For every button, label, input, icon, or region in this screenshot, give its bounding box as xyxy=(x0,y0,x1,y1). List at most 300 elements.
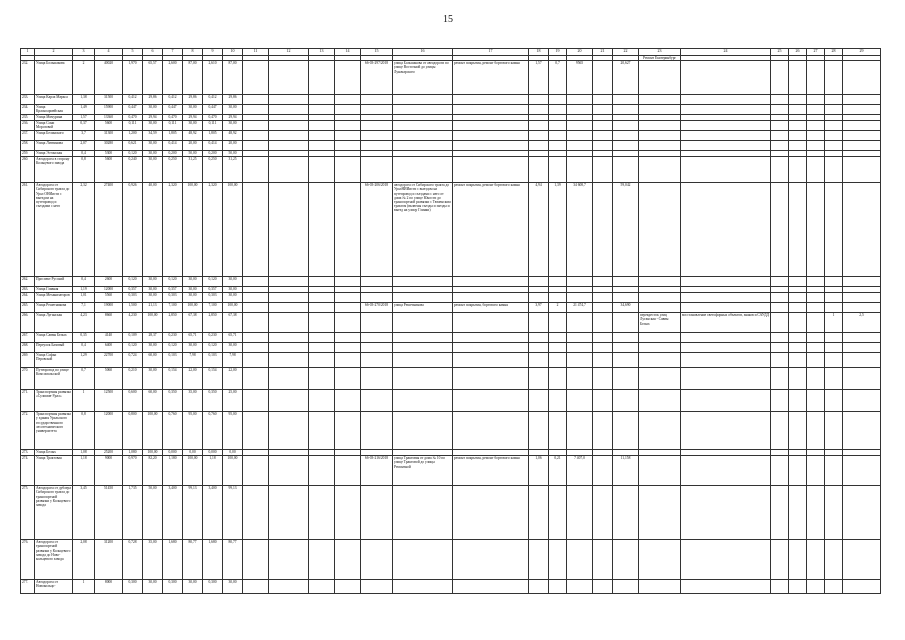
table-cell: 31,25 xyxy=(223,157,243,183)
table-cell xyxy=(789,183,807,277)
table-cell: 22,00 xyxy=(183,368,203,390)
column-number-29: 29 xyxy=(843,49,881,56)
table-cell: 100,00 xyxy=(183,456,203,486)
table-cell xyxy=(681,390,771,412)
table-row xyxy=(21,540,881,580)
table-cell xyxy=(593,343,613,353)
table-cell xyxy=(613,368,639,390)
table-cell xyxy=(309,333,335,343)
table-cell xyxy=(771,121,789,131)
road-name: Путепровод по улице Комсомольской xyxy=(35,368,73,390)
table-cell xyxy=(453,131,529,141)
table-cell: 30,00 xyxy=(183,287,203,293)
table-cell: 2,32 xyxy=(73,183,95,277)
table-cell: 80,77 xyxy=(183,540,203,580)
table-cell xyxy=(843,390,881,412)
table-cell xyxy=(269,412,309,450)
table-cell: 50,00 xyxy=(143,486,163,540)
table-cell xyxy=(613,313,639,333)
table-cell xyxy=(361,121,393,131)
table-cell: 99,13 xyxy=(183,486,203,540)
table-cell xyxy=(807,353,825,368)
road-name: Автодорога от транспортной развязки у Кольцевого завода до Ново-кольцевого завода xyxy=(35,540,73,580)
table-cell xyxy=(789,540,807,580)
table-cell: 35,00 xyxy=(143,540,163,580)
table-cell xyxy=(843,131,881,141)
road-name: Транспортная развязка у здания Уральского государственного лесотехнического университета xyxy=(35,412,73,450)
table-cell: 0,412 xyxy=(163,95,183,105)
table-cell: 0,111 xyxy=(163,121,183,131)
table-cell xyxy=(453,313,529,333)
table-cell xyxy=(843,105,881,115)
table-cell xyxy=(269,293,309,303)
table-cell: 2,610 xyxy=(203,61,223,95)
table-cell xyxy=(593,293,613,303)
table-cell: 0,970 xyxy=(123,456,143,486)
table-cell xyxy=(361,157,393,183)
table-cell xyxy=(593,353,613,368)
column-number-23: 23 xyxy=(639,49,681,56)
table-cell: 0,8 xyxy=(73,412,95,450)
table-cell: 95,00 xyxy=(183,412,203,450)
table-cell xyxy=(771,486,789,540)
table-cell xyxy=(361,390,393,412)
table-cell: 29,86 xyxy=(223,95,243,105)
table-cell xyxy=(335,183,361,277)
table-cell xyxy=(567,313,593,333)
table-cell xyxy=(361,95,393,105)
column-number-26: 26 xyxy=(789,49,807,56)
table-cell: 0,621 xyxy=(123,141,143,151)
table-cell: 100,00 xyxy=(143,412,163,450)
table-cell xyxy=(789,412,807,450)
row-number: 261. xyxy=(21,183,35,277)
table-cell: 2,07 xyxy=(73,141,95,151)
table-cell xyxy=(269,540,309,580)
table-cell xyxy=(393,368,453,390)
table-cell xyxy=(807,277,825,287)
table-cell xyxy=(825,368,843,390)
table-cell xyxy=(681,303,771,313)
road-name: Улица Саввы Белых xyxy=(35,333,73,343)
table-cell: 31,25 xyxy=(183,157,203,183)
table-cell xyxy=(593,313,613,333)
table-cell xyxy=(393,277,453,287)
table-row xyxy=(21,303,881,313)
table-cell: 0,357 xyxy=(123,287,143,293)
table-cell xyxy=(361,368,393,390)
table-cell xyxy=(807,540,825,580)
table-cell xyxy=(613,333,639,343)
table-cell xyxy=(843,353,881,368)
table-cell: 0,728 xyxy=(123,540,143,580)
table-cell xyxy=(269,456,309,486)
column-number-20: 20 xyxy=(567,49,593,56)
table-cell xyxy=(843,95,881,105)
table-cell: 0,8 xyxy=(73,157,95,183)
table-row xyxy=(21,368,881,390)
table-cell: 0,4 xyxy=(73,151,95,157)
table-cell xyxy=(567,157,593,183)
table-cell: 100,00 xyxy=(143,450,163,456)
table-cell xyxy=(825,121,843,131)
table-cell: 34,59 xyxy=(143,131,163,141)
table-cell xyxy=(567,540,593,580)
table-cell xyxy=(269,303,309,313)
road-name: Улица Белинского xyxy=(35,131,73,141)
table-cell xyxy=(681,131,771,141)
table-cell: 12000 xyxy=(95,287,123,293)
table-cell xyxy=(243,277,269,287)
table-cell: 15900 xyxy=(95,105,123,115)
table-cell: 1 xyxy=(825,313,843,333)
table-cell xyxy=(243,580,269,594)
column-number-12: 12 xyxy=(269,49,309,56)
table-cell: 0,120 xyxy=(123,277,143,287)
table-cell xyxy=(309,157,335,183)
table-cell: 30,00 xyxy=(223,343,243,353)
table-cell xyxy=(453,293,529,303)
table-cell xyxy=(335,277,361,287)
table-cell: 0,303 xyxy=(203,293,223,303)
table-cell xyxy=(789,343,807,353)
table-cell xyxy=(549,353,567,368)
table-cell xyxy=(771,368,789,390)
road-name: Улица Литвинова xyxy=(35,141,73,151)
table-cell xyxy=(807,343,825,353)
table-cell xyxy=(681,121,771,131)
table-cell xyxy=(549,343,567,353)
table-cell: 21 474,7 xyxy=(567,303,593,313)
table-cell xyxy=(843,540,881,580)
table-cell xyxy=(613,131,639,141)
table-cell xyxy=(613,95,639,105)
table-cell: 30,00 xyxy=(143,121,163,131)
table-cell: 0,120 xyxy=(123,151,143,157)
table-cell xyxy=(335,456,361,486)
table-cell: 50,00 xyxy=(223,151,243,157)
table-cell: 2,5 xyxy=(843,313,881,333)
table-cell: 2,320 xyxy=(203,183,223,277)
table-cell xyxy=(639,105,681,115)
table-cell: 1,805 xyxy=(203,131,223,141)
road-name: Улица Белых xyxy=(35,450,73,456)
table-cell xyxy=(639,540,681,580)
row-number: 268. xyxy=(21,343,35,353)
table-cell: 1,18 xyxy=(203,456,223,486)
table-cell xyxy=(843,412,881,450)
table-cell xyxy=(593,540,613,580)
table-cell: 100,00 xyxy=(223,183,243,277)
table-cell xyxy=(807,95,825,105)
table-cell xyxy=(243,141,269,151)
table-cell xyxy=(771,412,789,450)
table-cell xyxy=(843,277,881,287)
table-cell xyxy=(243,390,269,412)
row-number: 234. xyxy=(21,105,35,115)
table-cell xyxy=(529,105,549,115)
table-cell xyxy=(789,61,807,95)
table-cell xyxy=(825,183,843,277)
table-cell: 65,71 xyxy=(183,333,203,343)
table-cell xyxy=(453,580,529,594)
table-cell: 0,230 xyxy=(203,333,223,343)
table-cell xyxy=(789,141,807,151)
table-cell: 30,00 xyxy=(223,105,243,115)
table-cell xyxy=(361,333,393,343)
table-cell: 66-03-206/2018 xyxy=(361,183,393,277)
table-cell: 1,080 xyxy=(123,450,143,456)
table-cell xyxy=(843,183,881,277)
table-cell xyxy=(593,157,613,183)
table-cell: 2,850 xyxy=(163,313,183,333)
table-cell: 0,4 xyxy=(73,343,95,353)
table-cell: восстановление светофорных объектов, знаков и САУДД xyxy=(681,313,771,333)
table-cell xyxy=(681,183,771,277)
table-cell: 0,111 xyxy=(123,121,143,131)
row-number: 233. xyxy=(21,95,35,105)
table-cell: 1,680 xyxy=(203,540,223,580)
table-cell xyxy=(613,343,639,353)
table-cell xyxy=(639,303,681,313)
table-cell xyxy=(549,540,567,580)
table-cell: 30,00 xyxy=(183,105,203,115)
table-cell: 0,350 xyxy=(203,390,223,412)
table-cell xyxy=(807,456,825,486)
table-cell xyxy=(453,95,529,105)
table-cell: 0,470 xyxy=(203,115,223,121)
table-cell xyxy=(453,333,529,343)
table-cell xyxy=(771,183,789,277)
table-cell: 0,760 xyxy=(203,412,223,450)
table-cell xyxy=(639,277,681,287)
table-cell xyxy=(593,61,613,95)
table-cell: 0,200 xyxy=(203,151,223,157)
table-cell xyxy=(681,580,771,594)
table-cell: 0,120 xyxy=(203,277,223,287)
table-cell xyxy=(529,157,549,183)
table-cell xyxy=(807,131,825,141)
table-cell: 8000 xyxy=(95,580,123,594)
table-cell xyxy=(529,277,549,287)
table-cell: 0,414 xyxy=(163,141,183,151)
table-cell xyxy=(593,105,613,115)
table-cell: улица Большакова от автодороги по улице Восточной до улицы Луначарского xyxy=(393,61,453,95)
table-cell xyxy=(309,456,335,486)
table-cell xyxy=(243,540,269,580)
table-cell: 1 xyxy=(73,390,95,412)
table-cell xyxy=(453,486,529,540)
table-cell: 1,19 xyxy=(73,287,95,293)
table-cell xyxy=(593,95,613,105)
column-number-6: 6 xyxy=(143,49,163,56)
table-cell: 1,29 xyxy=(73,353,95,368)
road-name: Автодорога в сторону Кольцевого завода xyxy=(35,157,73,183)
table-cell: 0,800 xyxy=(123,412,143,450)
table-cell: 7,100 xyxy=(163,303,183,313)
table-cell: 0,412 xyxy=(123,95,143,105)
table-cell xyxy=(681,95,771,105)
table-cell: 9000 xyxy=(95,456,123,486)
table-cell xyxy=(335,303,361,313)
table-cell xyxy=(361,141,393,151)
table-cell: 30,00 xyxy=(183,293,203,303)
table-cell xyxy=(243,293,269,303)
table-cell xyxy=(613,141,639,151)
row-number: 267. xyxy=(21,333,35,343)
table-cell xyxy=(771,580,789,594)
table-cell: 28,37 xyxy=(143,333,163,343)
table-cell: ремонт покрытия, бортового камня xyxy=(453,303,529,313)
row-number: 260. xyxy=(21,157,35,183)
table-cell xyxy=(529,293,549,303)
table-cell xyxy=(681,105,771,115)
table-cell: 30280 xyxy=(95,141,123,151)
table-cell xyxy=(593,580,613,594)
table-cell xyxy=(843,368,881,390)
table-cell xyxy=(361,486,393,540)
table-row xyxy=(21,277,881,287)
table-cell xyxy=(825,390,843,412)
table-cell xyxy=(681,61,771,95)
table-cell xyxy=(309,183,335,277)
column-number-17: 17 xyxy=(453,49,529,56)
table-cell: 48,92 xyxy=(183,131,203,141)
table-cell: 0,7 xyxy=(73,368,95,390)
table-cell xyxy=(269,486,309,540)
road-name: Улица Сони Морозовой xyxy=(35,121,73,131)
table-row xyxy=(21,353,881,368)
row-number: 263. xyxy=(21,287,35,293)
table-cell: 35,00 xyxy=(183,390,203,412)
table-cell: 1,06 xyxy=(529,456,549,486)
table-cell xyxy=(789,313,807,333)
table-cell xyxy=(639,61,681,95)
row-number: 269. xyxy=(21,353,35,368)
table-cell xyxy=(593,333,613,343)
table-cell xyxy=(771,313,789,333)
table-cell xyxy=(807,412,825,450)
table-cell xyxy=(807,121,825,131)
table-cell: 3,45 xyxy=(73,486,95,540)
table-cell: 30,00 xyxy=(143,287,163,293)
table-cell: 66-03-297/2018 xyxy=(361,61,393,95)
table-cell xyxy=(567,353,593,368)
table-cell xyxy=(549,95,567,105)
column-number-5: 5 xyxy=(123,49,143,56)
page-number: 15 xyxy=(443,14,453,25)
table-cell: 34 608,7 xyxy=(567,183,593,277)
table-cell: 13360 xyxy=(95,115,123,121)
table-cell: 0,300 xyxy=(203,580,223,594)
road-name: Улица Мичурина xyxy=(35,115,73,121)
table-cell xyxy=(361,313,393,333)
table-cell xyxy=(309,580,335,594)
table-cell xyxy=(593,390,613,412)
table-cell xyxy=(269,580,309,594)
table-cell xyxy=(593,412,613,450)
table-cell: 0,447 xyxy=(203,105,223,115)
table-cell xyxy=(453,157,529,183)
table-cell xyxy=(771,456,789,486)
table-cell: 6400 xyxy=(95,343,123,353)
table-cell xyxy=(567,390,593,412)
table-cell xyxy=(843,141,881,151)
table-cell: 20,00 xyxy=(223,141,243,151)
table-cell xyxy=(309,141,335,151)
table-cell xyxy=(593,277,613,287)
table-cell xyxy=(453,343,529,353)
table-cell: 8660 xyxy=(95,313,123,333)
column-number-9: 9 xyxy=(203,49,223,56)
table-cell: 7 407,0 xyxy=(567,456,593,486)
table-cell xyxy=(593,183,613,277)
row-number: 232. xyxy=(21,61,35,95)
table-cell: 29,94 xyxy=(183,115,203,121)
table-cell xyxy=(807,368,825,390)
table-cell xyxy=(843,61,881,95)
table-cell xyxy=(681,412,771,450)
table-cell xyxy=(269,61,309,95)
table-cell xyxy=(789,368,807,390)
table-cell: 0,447 xyxy=(163,105,183,115)
table-cell xyxy=(335,141,361,151)
table-cell: 2600 xyxy=(95,277,123,287)
table-cell xyxy=(771,343,789,353)
column-number-8: 8 xyxy=(183,49,203,56)
table-cell: 0,600 xyxy=(123,390,143,412)
road-name: Улица Главная xyxy=(35,287,73,293)
table-cell: 0,210 xyxy=(123,368,143,390)
table-cell xyxy=(825,540,843,580)
table-cell: 30,00 xyxy=(183,580,203,594)
table-cell xyxy=(335,580,361,594)
column-number-header xyxy=(21,49,881,56)
table-cell: 31200 xyxy=(95,540,123,580)
table-cell xyxy=(529,486,549,540)
table-cell xyxy=(243,95,269,105)
table-cell: 0,300 xyxy=(163,580,183,594)
table-cell xyxy=(453,368,529,390)
table-cell xyxy=(243,353,269,368)
table-cell xyxy=(771,303,789,313)
table-cell xyxy=(269,390,309,412)
table-cell xyxy=(639,131,681,141)
table-cell xyxy=(825,303,843,313)
table-cell xyxy=(549,157,567,183)
table-cell xyxy=(361,105,393,115)
table-row xyxy=(21,486,881,540)
table-cell: 0,000 xyxy=(163,450,183,456)
table-cell xyxy=(529,390,549,412)
table-cell xyxy=(529,95,549,105)
table-cell: 0,250 xyxy=(163,157,183,183)
table-cell: 0,760 xyxy=(163,412,183,450)
table-cell xyxy=(529,580,549,594)
table-cell: перекресток улиц Луганская - Саввы Белых xyxy=(639,313,681,333)
table-cell xyxy=(309,368,335,390)
table-row xyxy=(21,456,881,486)
table-row xyxy=(21,183,881,277)
table-cell xyxy=(593,121,613,131)
table-cell xyxy=(639,456,681,486)
row-number: 236. xyxy=(21,121,35,131)
table-row xyxy=(21,157,881,183)
table-cell xyxy=(549,293,567,303)
table-cell: 20,627 xyxy=(613,61,639,95)
road-name: Проспект Русский xyxy=(35,277,73,287)
table-cell xyxy=(771,105,789,115)
